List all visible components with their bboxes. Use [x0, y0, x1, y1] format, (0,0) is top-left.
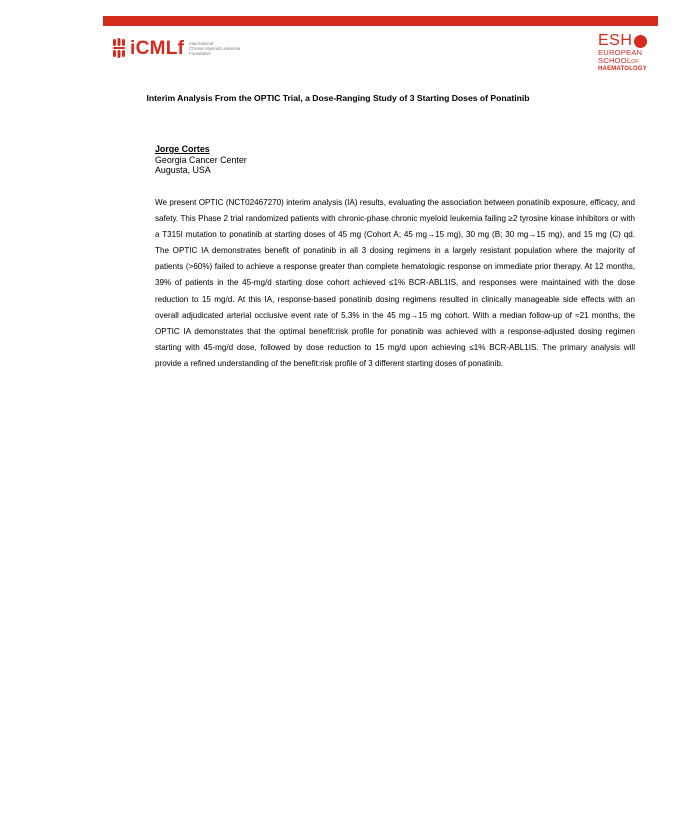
esh-school-word: SCHOOL [598, 56, 632, 65]
abstract-text: We present OPTIC (NCT02467270) interim analysis (IA) results, evaluating the association between ponatinib exposure, efficacy, and safety. This Phase 2 trial randomized patients with chronic-phase chronic myeloid leukemia failing ≥2 tyrosine kinase inhibitors or with a T315I mutation to ponatinib at starting doses of 45 mg (Cohort A; 45 mg→15 mg), 30 mg (B; 30 mg→15 mg), and 15 mg (C) qd. The OPTIC IA demonstrates benefit of ponatinib in all 3 dosing regimens in a largely resistant population where the majority of patients (>60%) failed to achieve a response greater than complete hematologic response on immediate prior therapy. At 12 months, 39% of patients in the 45-mg/d starting dose cohort achieved ≤1% BCR-ABL1IS, and responses were maintained with the dose reduction to 15 mg/d. At this IA, response-based ponatinib dosing regimens resulted in clinically manageable side effects with an overall adjudicated arterial occlusive event rate of 5.3% in the 45 mg→15 mg cohort. With a median follow-up of ≈21 months, the OPTIC IA demonstrates that the optimal benefit:risk profile for ponatinib was achieved with a response-adjusted dosing regimen starting with 45-mg/d dose, followed by dose reduction to 15 mg/d upon achieving ≤1% BCR-ABL1IS. The primary analysis will provide a refined understanding of the benefit:risk profile of 3 different starting doses of ponatinib. [155, 198, 635, 368]
esh-initials: ESH [598, 32, 633, 49]
author-name: Jorge Cortes [155, 144, 210, 154]
icmlf-wordmark: iCMLf [130, 37, 185, 59]
header-color-bar [103, 16, 658, 26]
document-title: Interim Analysis From the OPTIC Trial, a Dose-Ranging Study of 3 Starting Doses of Ponatinib [146, 93, 530, 103]
icmlf-logo [112, 36, 240, 60]
author-block [155, 144, 575, 176]
esh-of-word: OF [631, 59, 639, 65]
icmlf-subtitle-line: Foundation [189, 50, 211, 56]
author-location: Augusta, USA [155, 165, 211, 175]
esh-line-school [598, 57, 658, 66]
author-institution: Georgia Cancer Center [155, 154, 247, 165]
esh-line-haematology: HAEMATOLOGY [598, 66, 647, 72]
icmlf-subtitle [189, 41, 240, 56]
esh-line-european: EUROPEAN [598, 48, 643, 57]
icmlf-chromosome-icon [112, 38, 126, 58]
esh-logo [598, 33, 658, 73]
icmlf-subtitle-line: Chronic Myeloid Leukemia [189, 45, 240, 51]
esh-circle-icon [634, 35, 647, 48]
esh-logo-top-row [598, 33, 658, 49]
icmlf-subtitle-line: International [189, 40, 213, 46]
